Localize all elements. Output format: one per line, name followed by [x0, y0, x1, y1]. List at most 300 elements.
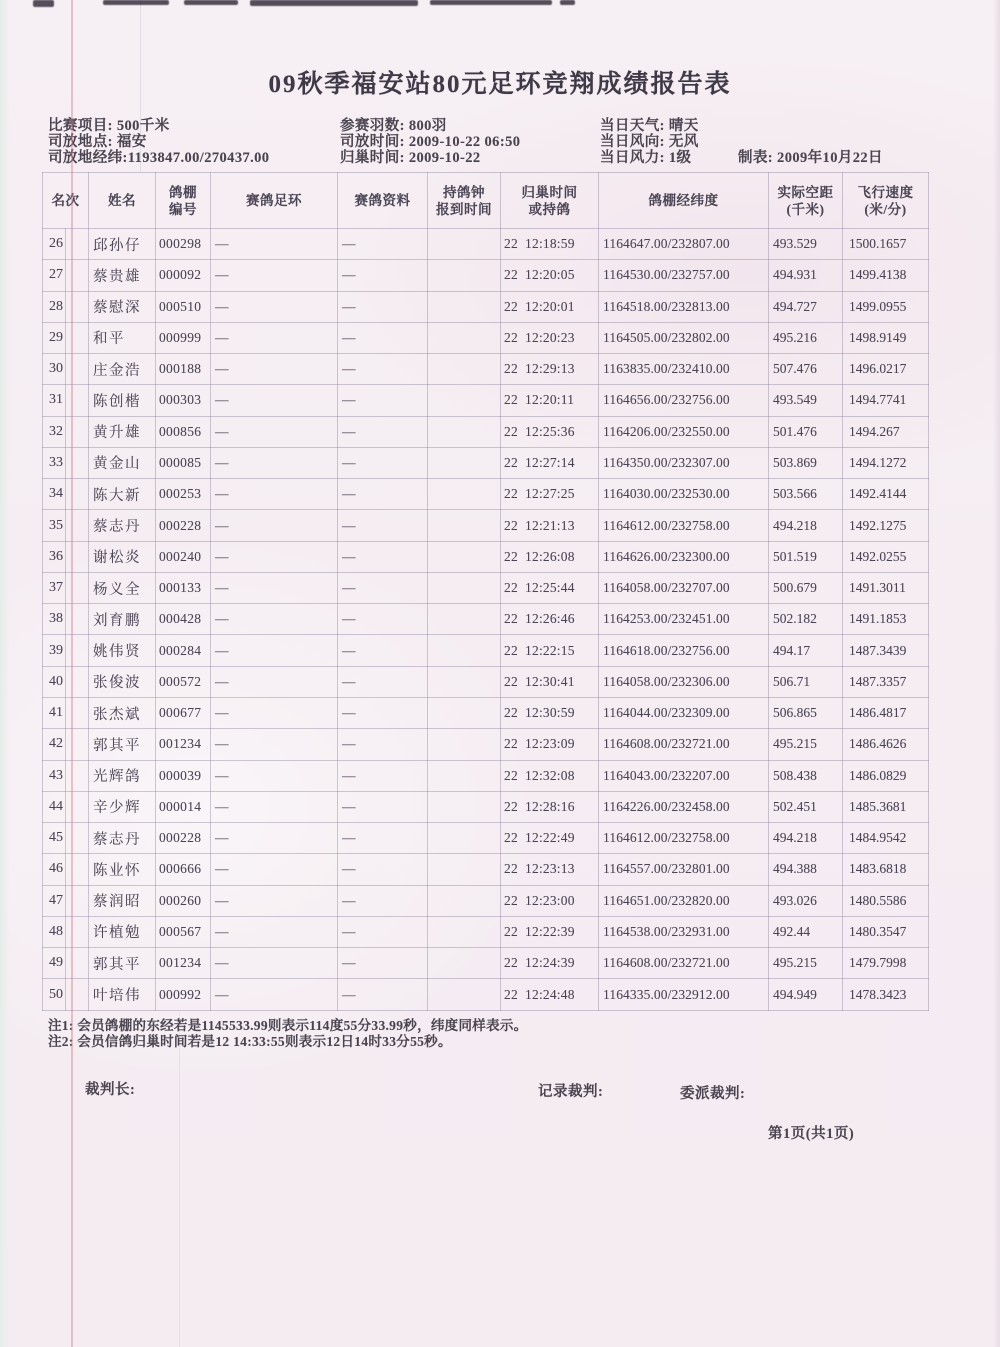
cell-clock-report [428, 385, 501, 416]
cell-rank: 38 [43, 604, 66, 635]
cell-gutter [66, 916, 89, 947]
cell-ring: — [211, 729, 338, 760]
cell-arrival-time: 22 12:22:15 [501, 635, 599, 666]
cell-pigeon-info: — [338, 979, 428, 1011]
cell-ring: — [211, 854, 338, 885]
info-made-by: 制表: 2009年10月22日 [738, 150, 883, 166]
cell-clock-report [428, 916, 501, 947]
cell-pigeon-info: — [338, 229, 428, 260]
cell-rank: 28 [43, 291, 66, 322]
cell-coords: 1164656.00/232756.00 [599, 385, 769, 416]
cell-ring: — [211, 916, 338, 947]
cell-name: 刘育鹏 [89, 604, 156, 635]
cell-rank: 27 [43, 260, 66, 291]
cell-pigeon-info: — [338, 697, 428, 728]
scan-artifact [430, 0, 552, 5]
col-header-pigeon-info: 赛鸽资料 [338, 173, 428, 229]
cell-name: 张杰斌 [89, 697, 156, 728]
cell-rank: 35 [43, 510, 66, 541]
cell-speed: 1478.3423 [843, 979, 929, 1011]
cell-arrival-time: 22 12:32:08 [501, 760, 599, 791]
scan-artifact [103, 0, 169, 5]
cell-name: 蔡润昭 [89, 885, 156, 916]
cell-distance: 495.216 [769, 322, 843, 353]
cell-arrival-time: 22 12:27:25 [501, 479, 599, 510]
cell-rank: 44 [43, 791, 66, 822]
cell-speed: 1491.3011 [843, 572, 929, 603]
info-return-date: 归巢时间: 2009-10-22 [340, 150, 481, 166]
cell-speed: 1494.267 [843, 416, 929, 447]
table-row [43, 666, 929, 697]
cell-rank: 36 [43, 541, 66, 572]
info-bird-count: 参赛羽数: 800羽 [340, 118, 447, 134]
cell-distance: 493.026 [769, 885, 843, 916]
cell-arrival-time: 22 12:22:39 [501, 916, 599, 947]
table-row [43, 291, 929, 322]
info-release-place: 司放地点: 福安 [48, 134, 147, 150]
col-header-coords: 鸽棚经纬度 [599, 173, 769, 229]
scan-edge-left [0, 0, 9, 1347]
cell-gutter [66, 572, 89, 603]
cell-ring: — [211, 291, 338, 322]
table-row [43, 854, 929, 885]
cell-distance: 494.949 [769, 979, 843, 1011]
cell-name: 光辉鸽 [89, 760, 156, 791]
cell-rank: 40 [43, 666, 66, 697]
cell-gutter [66, 666, 89, 697]
cell-arrival-time: 22 12:18:59 [501, 229, 599, 260]
page-number: 第1页(共1页) [768, 1126, 855, 1142]
cell-pigeon-info: — [338, 510, 428, 541]
cell-arrival-time: 22 12:26:08 [501, 541, 599, 572]
table-row [43, 447, 929, 478]
cell-speed: 1484.9542 [843, 823, 929, 854]
cell-clock-report [428, 666, 501, 697]
cell-distance: 507.476 [769, 354, 843, 385]
cell-clock-report [428, 322, 501, 353]
cell-speed: 1486.4626 [843, 729, 929, 760]
cell-distance: 494.388 [769, 854, 843, 885]
cell-name: 杨义全 [89, 572, 156, 603]
cell-gutter [66, 760, 89, 791]
cell-ring: — [211, 510, 338, 541]
cell-loft-no: 000284 [156, 635, 211, 666]
table-row [43, 948, 929, 979]
cell-loft-no: 001234 [156, 729, 211, 760]
cell-coords: 1164530.00/232757.00 [599, 260, 769, 291]
cell-loft-no: 000228 [156, 823, 211, 854]
cell-clock-report [428, 604, 501, 635]
cell-loft-no: 000999 [156, 322, 211, 353]
cell-rank: 48 [43, 916, 66, 947]
results-table [42, 172, 929, 1011]
cell-distance: 493.529 [769, 229, 843, 260]
cell-pigeon-info: — [338, 823, 428, 854]
table-row [43, 416, 929, 447]
table-row [43, 916, 929, 947]
footnote-1: 注1: 会员鸽棚的东经若是1145533.99则表示114度55分33.99秒，纬度同样表示。 [48, 1018, 528, 1033]
cell-gutter [66, 510, 89, 541]
cell-ring: — [211, 979, 338, 1011]
cell-distance: 494.17 [769, 635, 843, 666]
cell-coords: 1164253.00/232451.00 [599, 604, 769, 635]
cell-loft-no: 000298 [156, 229, 211, 260]
cell-gutter [66, 823, 89, 854]
cell-arrival-time: 22 12:22:49 [501, 823, 599, 854]
cell-clock-report [428, 854, 501, 885]
cell-arrival-time: 22 12:20:01 [501, 291, 599, 322]
cell-speed: 1486.0829 [843, 760, 929, 791]
table-row [43, 229, 929, 260]
cell-clock-report [428, 635, 501, 666]
cell-loft-no: 000428 [156, 604, 211, 635]
cell-coords: 1164206.00/232550.00 [599, 416, 769, 447]
cell-distance: 506.865 [769, 697, 843, 728]
cell-ring: — [211, 260, 338, 291]
cell-rank: 29 [43, 322, 66, 353]
cell-clock-report [428, 447, 501, 478]
cell-coords: 1164518.00/232813.00 [599, 291, 769, 322]
cell-pigeon-info: — [338, 572, 428, 603]
table-row [43, 322, 929, 353]
cell-clock-report [428, 697, 501, 728]
cell-name: 辛少辉 [89, 791, 156, 822]
table-row [43, 385, 929, 416]
chief-judge-signature-label: 裁判长: [85, 1082, 136, 1098]
cell-pigeon-info: — [338, 354, 428, 385]
cell-arrival-time: 22 12:25:36 [501, 416, 599, 447]
cell-arrival-time: 22 12:23:13 [501, 854, 599, 885]
cell-distance: 508.438 [769, 760, 843, 791]
cell-loft-no: 000039 [156, 760, 211, 791]
cell-loft-no: 000303 [156, 385, 211, 416]
table-row [43, 823, 929, 854]
cell-speed: 1500.1657 [843, 229, 929, 260]
scan-artifact [184, 0, 238, 5]
scan-artifact [560, 0, 575, 5]
cell-pigeon-info: — [338, 635, 428, 666]
cell-gutter [66, 291, 89, 322]
cell-rank: 45 [43, 823, 66, 854]
cell-rank: 37 [43, 572, 66, 603]
table-row [43, 354, 929, 385]
cell-clock-report [428, 479, 501, 510]
info-wind-direction: 当日风向: 无风 [600, 134, 699, 150]
col-header-clock-report: 持鸽钟 报到时间 [428, 173, 501, 229]
cell-loft-no: 000253 [156, 479, 211, 510]
col-header-ring: 赛鸽足环 [211, 173, 338, 229]
cell-loft-no: 001234 [156, 948, 211, 979]
cell-rank: 34 [43, 479, 66, 510]
cell-clock-report [428, 979, 501, 1011]
cell-arrival-time: 22 12:26:46 [501, 604, 599, 635]
cell-arrival-time: 22 12:21:13 [501, 510, 599, 541]
table-row [43, 635, 929, 666]
cell-coords: 1164557.00/232801.00 [599, 854, 769, 885]
cell-speed: 1492.1275 [843, 510, 929, 541]
cell-clock-report [428, 572, 501, 603]
cell-loft-no: 000510 [156, 291, 211, 322]
cell-rank: 42 [43, 729, 66, 760]
cell-clock-report [428, 791, 501, 822]
cell-loft-no: 000666 [156, 854, 211, 885]
cell-ring: — [211, 948, 338, 979]
cell-gutter [66, 385, 89, 416]
cell-pigeon-info: — [338, 854, 428, 885]
cell-pigeon-info: — [338, 916, 428, 947]
cell-speed: 1483.6818 [843, 854, 929, 885]
cell-pigeon-info: — [338, 447, 428, 478]
cell-speed: 1487.3357 [843, 666, 929, 697]
cell-clock-report [428, 291, 501, 322]
col-header-speed: 飞行速度 (米/分) [843, 173, 929, 229]
cell-speed: 1496.0217 [843, 354, 929, 385]
cell-arrival-time: 22 12:23:09 [501, 729, 599, 760]
cell-ring: — [211, 354, 338, 385]
col-header-rank: 名次 [43, 173, 89, 229]
cell-pigeon-info: — [338, 322, 428, 353]
cell-arrival-time: 22 12:20:23 [501, 322, 599, 353]
scan-artifact-partial-row [33, 0, 54, 7]
cell-distance: 500.679 [769, 572, 843, 603]
cell-pigeon-info: — [338, 479, 428, 510]
cell-name: 蔡志丹 [89, 510, 156, 541]
cell-clock-report [428, 510, 501, 541]
cell-gutter [66, 447, 89, 478]
table-row [43, 479, 929, 510]
cell-name: 郭其平 [89, 948, 156, 979]
cell-pigeon-info: — [338, 541, 428, 572]
cell-name: 黄升雄 [89, 416, 156, 447]
cell-rank: 47 [43, 885, 66, 916]
cell-name: 张俊波 [89, 666, 156, 697]
cell-arrival-time: 22 12:30:59 [501, 697, 599, 728]
cell-gutter [66, 635, 89, 666]
cell-speed: 1486.4817 [843, 697, 929, 728]
cell-coords: 1164647.00/232807.00 [599, 229, 769, 260]
cell-name: 庄金浩 [89, 354, 156, 385]
cell-rank: 46 [43, 854, 66, 885]
cell-distance: 503.869 [769, 447, 843, 478]
cell-distance: 503.566 [769, 479, 843, 510]
cell-clock-report [428, 229, 501, 260]
cell-loft-no: 000188 [156, 354, 211, 385]
cell-pigeon-info: — [338, 416, 428, 447]
cell-pigeon-info: — [338, 760, 428, 791]
cell-distance: 502.451 [769, 791, 843, 822]
cell-name: 姚伟贤 [89, 635, 156, 666]
table-row [43, 760, 929, 791]
cell-arrival-time: 22 12:24:48 [501, 979, 599, 1011]
table-row [43, 979, 929, 1011]
cell-name: 叶培伟 [89, 979, 156, 1011]
cell-loft-no: 000085 [156, 447, 211, 478]
cell-loft-no: 000092 [156, 260, 211, 291]
delegated-judge-signature-label: 委派裁判: [680, 1086, 746, 1102]
cell-distance: 495.215 [769, 729, 843, 760]
cell-pigeon-info: — [338, 948, 428, 979]
cell-distance: 506.71 [769, 666, 843, 697]
cell-ring: — [211, 229, 338, 260]
table-row [43, 260, 929, 291]
cell-arrival-time: 22 12:28:16 [501, 791, 599, 822]
cell-rank: 50 [43, 979, 66, 1011]
col-header-loft-no: 鸽棚 编号 [156, 173, 211, 229]
cell-distance: 492.44 [769, 916, 843, 947]
cell-rank: 33 [43, 447, 66, 478]
cell-speed: 1499.0955 [843, 291, 929, 322]
cell-name: 陈创楷 [89, 385, 156, 416]
paper-crease-bottom [179, 1012, 180, 1347]
cell-arrival-time: 22 12:24:39 [501, 948, 599, 979]
cell-gutter [66, 322, 89, 353]
cell-coords: 1164538.00/232931.00 [599, 916, 769, 947]
cell-clock-report [428, 260, 501, 291]
cell-name: 蔡贵雄 [89, 260, 156, 291]
cell-rank: 49 [43, 948, 66, 979]
cell-arrival-time: 22 12:20:11 [501, 385, 599, 416]
cell-ring: — [211, 479, 338, 510]
cell-coords: 1164651.00/232820.00 [599, 885, 769, 916]
cell-name: 黄金山 [89, 447, 156, 478]
cell-speed: 1492.4144 [843, 479, 929, 510]
cell-clock-report [428, 948, 501, 979]
cell-pigeon-info: — [338, 385, 428, 416]
cell-distance: 494.218 [769, 510, 843, 541]
cell-clock-report [428, 885, 501, 916]
cell-pigeon-info: — [338, 666, 428, 697]
cell-speed: 1480.3547 [843, 916, 929, 947]
cell-rank: 43 [43, 760, 66, 791]
cell-ring: — [211, 416, 338, 447]
cell-pigeon-info: — [338, 729, 428, 760]
cell-gutter [66, 479, 89, 510]
cell-ring: — [211, 604, 338, 635]
info-weather: 当日天气: 晴天 [600, 118, 699, 134]
cell-coords: 1164608.00/232721.00 [599, 729, 769, 760]
cell-coords: 1164043.00/232207.00 [599, 760, 769, 791]
table-row [43, 729, 929, 760]
cell-name: 蔡慰深 [89, 291, 156, 322]
cell-coords: 1164608.00/232721.00 [599, 948, 769, 979]
cell-rank: 32 [43, 416, 66, 447]
cell-loft-no: 000567 [156, 916, 211, 947]
cell-name: 邱孙仔 [89, 229, 156, 260]
cell-name: 陈大新 [89, 479, 156, 510]
info-release-coords: 司放地经纬:1193847.00/270437.00 [48, 150, 270, 166]
table-row [43, 791, 929, 822]
cell-gutter [66, 885, 89, 916]
cell-ring: — [211, 791, 338, 822]
cell-loft-no: 000133 [156, 572, 211, 603]
cell-arrival-time: 22 12:25:44 [501, 572, 599, 603]
cell-coords: 1164612.00/232758.00 [599, 823, 769, 854]
cell-name: 和平 [89, 322, 156, 353]
cell-gutter [66, 729, 89, 760]
cell-speed: 1494.7741 [843, 385, 929, 416]
cell-pigeon-info: — [338, 885, 428, 916]
cell-loft-no: 000992 [156, 979, 211, 1011]
cell-ring: — [211, 885, 338, 916]
table-row [43, 885, 929, 916]
cell-coords: 1164044.00/232309.00 [599, 697, 769, 728]
cell-gutter [66, 354, 89, 385]
cell-coords: 1164618.00/232756.00 [599, 635, 769, 666]
cell-loft-no: 000240 [156, 541, 211, 572]
cell-ring: — [211, 385, 338, 416]
cell-clock-report [428, 729, 501, 760]
col-header-arrival-time: 归巢时间 或持鸽 [501, 173, 599, 229]
cell-name: 谢松炎 [89, 541, 156, 572]
cell-gutter [66, 229, 89, 260]
cell-name: 许植勉 [89, 916, 156, 947]
recording-judge-signature-label: 记录裁判: [538, 1084, 604, 1100]
table-row [43, 572, 929, 603]
footnote-2: 注2: 会员信鸽归巢时间若是12 14:33:55则表示12日14时33分55秒。 [48, 1034, 452, 1049]
cell-ring: — [211, 447, 338, 478]
cell-gutter [66, 697, 89, 728]
cell-distance: 495.215 [769, 948, 843, 979]
table-row [43, 541, 929, 572]
cell-speed: 1498.9149 [843, 322, 929, 353]
cell-ring: — [211, 635, 338, 666]
cell-ring: — [211, 760, 338, 791]
cell-speed: 1479.7998 [843, 948, 929, 979]
cell-distance: 493.549 [769, 385, 843, 416]
cell-rank: 26 [43, 229, 66, 260]
cell-arrival-time: 22 12:23:00 [501, 885, 599, 916]
cell-gutter [66, 604, 89, 635]
cell-arrival-time: 22 12:30:41 [501, 666, 599, 697]
scan-edge-right [993, 0, 1000, 1347]
ledger-margin-line [71, 0, 73, 1347]
cell-ring: — [211, 572, 338, 603]
cell-loft-no: 000260 [156, 885, 211, 916]
cell-coords: 1164058.00/232306.00 [599, 666, 769, 697]
cell-distance: 494.931 [769, 260, 843, 291]
cell-distance: 501.476 [769, 416, 843, 447]
cell-coords: 1164030.00/232530.00 [599, 479, 769, 510]
cell-speed: 1487.3439 [843, 635, 929, 666]
cell-arrival-time: 22 12:29:13 [501, 354, 599, 385]
info-wind-force: 当日风力: 1级 [600, 150, 692, 166]
col-header-distance: 实际空距 (千米) [769, 173, 843, 229]
cell-speed: 1480.5586 [843, 885, 929, 916]
cell-loft-no: 000677 [156, 697, 211, 728]
cell-arrival-time: 22 12:20:05 [501, 260, 599, 291]
cell-pigeon-info: — [338, 604, 428, 635]
cell-name: 郭其平 [89, 729, 156, 760]
info-release-time: 司放时间: 2009-10-22 06:50 [340, 134, 521, 150]
cell-gutter [66, 541, 89, 572]
table-row [43, 604, 929, 635]
cell-coords: 1163835.00/232410.00 [599, 354, 769, 385]
cell-ring: — [211, 541, 338, 572]
cell-coords: 1164058.00/232707.00 [599, 572, 769, 603]
table-row [43, 697, 929, 728]
cell-distance: 501.519 [769, 541, 843, 572]
cell-name: 陈业怀 [89, 854, 156, 885]
cell-gutter [66, 979, 89, 1011]
col-header-name: 姓名 [89, 173, 156, 229]
cell-distance: 494.727 [769, 291, 843, 322]
cell-coords: 1164226.00/232458.00 [599, 791, 769, 822]
cell-ring: — [211, 666, 338, 697]
cell-coords: 1164350.00/232307.00 [599, 447, 769, 478]
report-title: 09秋季福安站80元足环竞翔成绩报告表 [268, 71, 732, 98]
scan-artifact [250, 0, 418, 6]
cell-coords: 1164612.00/232758.00 [599, 510, 769, 541]
